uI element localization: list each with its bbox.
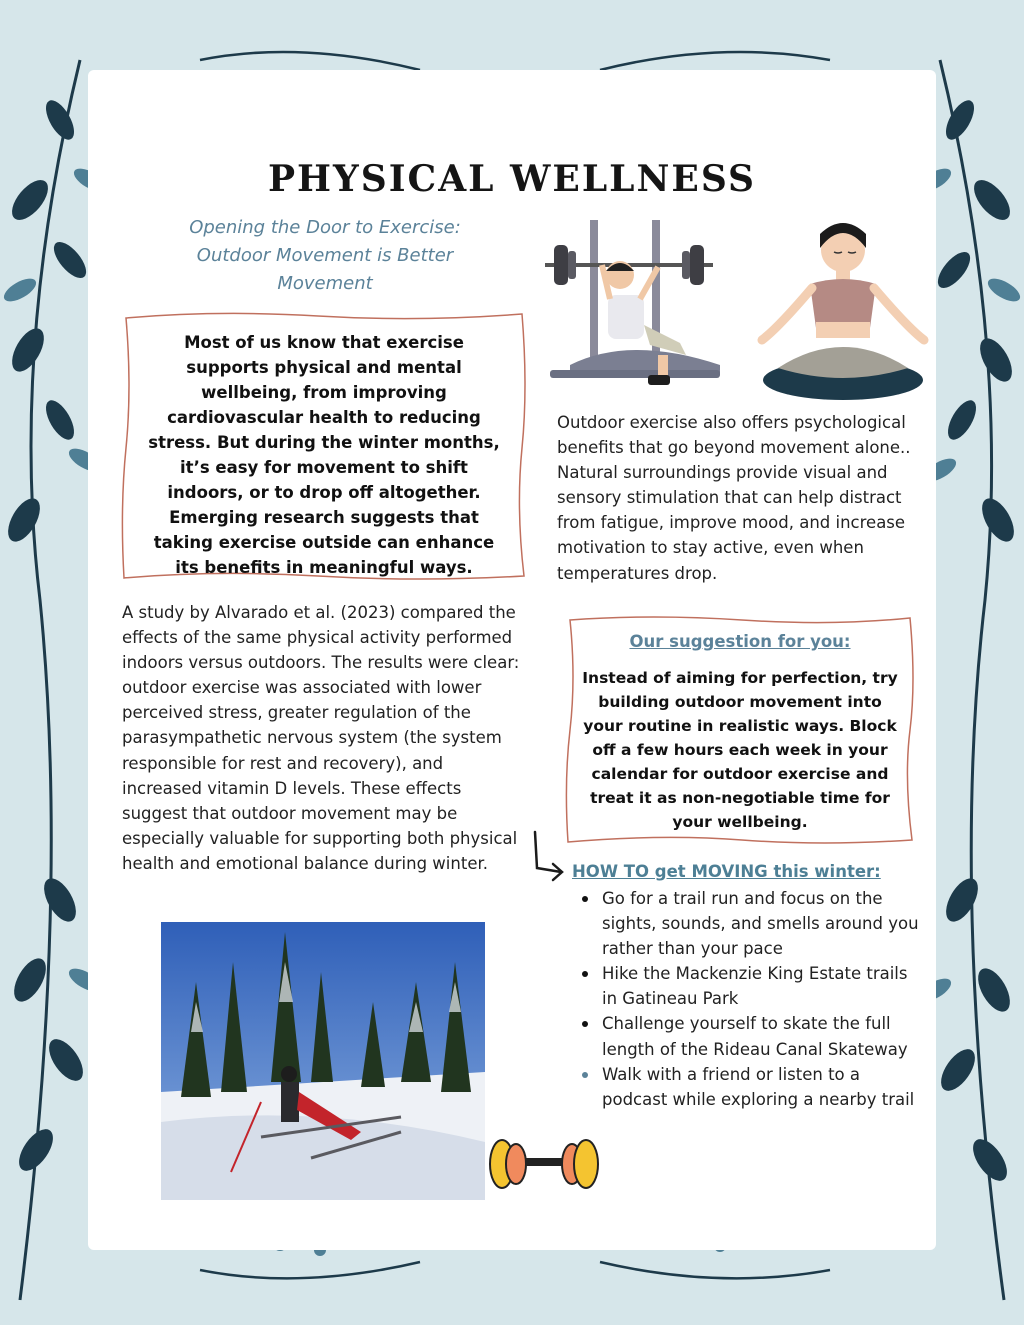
arrow-down-right-icon: [527, 828, 569, 884]
list-item: Hike the Mackenzie King Estate trails in Gatineau Park: [580, 961, 920, 1011]
page-title: PHYSICAL WELLNESS: [267, 158, 757, 200]
outdoor-benefits-paragraph: Outdoor exercise also offers psychological benefits that go beyond movement alone.. Natural surroundings provide visual and sensory stimulation that can help distract from fatigue, improve mood, and increase motivation to stay active, even when temperatures drop.: [557, 413, 911, 583]
intro-callout: [118, 308, 530, 584]
howto-heading: HOW TO get MOVING this winter:: [572, 862, 881, 881]
tips-list: [580, 886, 920, 1112]
meditation-illustration: [748, 218, 938, 403]
list-item: Challenge yourself to skate the full length of the Rideau Canal Skateway: [580, 1011, 920, 1061]
study-paragraph: A study by Alvarado et al. (2023) compared the effects of the same physical activity performed indoors versus outdoors. The results were clear: outdoor exercise was associated with lower perceived stress, greater regulation of the parasympathetic nervous system (the system responsible for rest and recovery), and increased vitamin D levels. These effects suggest that outdoor movement may be especially valuable for supporting both physical health and emotional balance during winter.: [122, 603, 520, 873]
skiing-photo: [161, 922, 485, 1200]
suggestion-heading: Our suggestion for you:: [629, 632, 851, 651]
intro-text: Most of us know that exercise supports physical and mental wellbeing, from improving cardiovascular health to reducing stress. But during the winter months, it’s easy for movement to shift indoors, or to drop off altogether. Emerging research suggests that taking exercise outside can enhance its benefits in meaningful ways.: [148, 333, 500, 577]
list-item: Walk with a friend or listen to a podcast while exploring a nearby trail: [580, 1062, 920, 1112]
weightlifter-illustration: [540, 215, 740, 405]
page-subtitle: Opening the Door to Exercise: Outdoor Movement is Better Movement: [189, 217, 461, 294]
suggestion-callout: [562, 612, 918, 848]
dumbbell-icon: [488, 1128, 600, 1200]
list-item: Go for a trail run and focus on the sights, sounds, and smells around you rather than your pace: [580, 886, 920, 961]
suggestion-text: Instead of aiming for perfection, try building outdoor movement into your routine in realistic ways. Block off a few hours each week in your calendar for outdoor exercise and treat it as non-negotiable time for your wellbeing.: [582, 669, 898, 831]
